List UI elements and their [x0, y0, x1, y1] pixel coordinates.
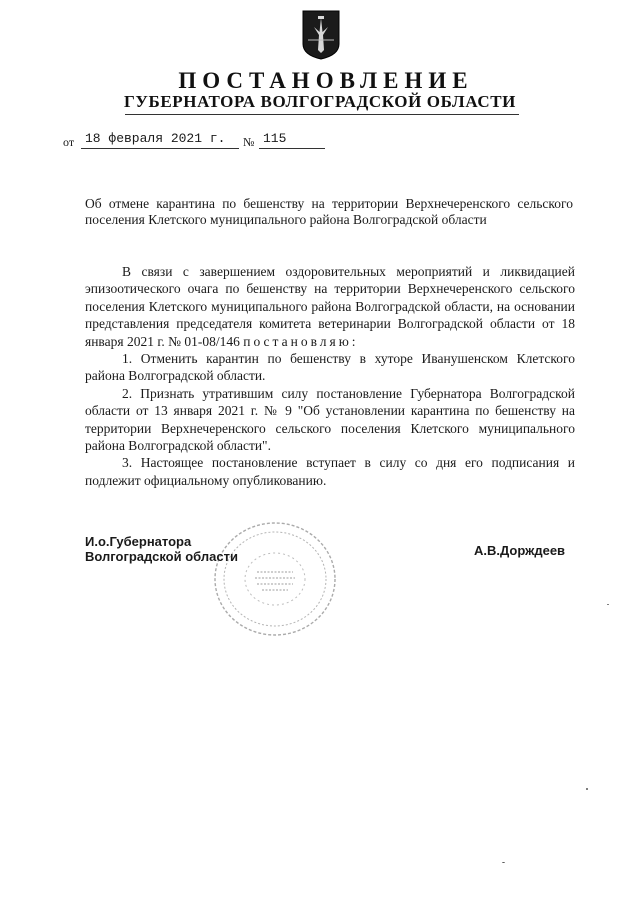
document-title: ПОСТАНОВЛЕНИЕ [178, 68, 474, 93]
document-subject: Об отмене карантина по бешенству на территории Верхнечеренского сельского поселения Клетского муниципального района Волгоградской области [85, 196, 573, 227]
date-label: от [63, 135, 75, 149]
scan-speck [607, 604, 609, 605]
scan-speck [586, 788, 588, 790]
coat-of-arms-icon [302, 10, 340, 60]
body-item: 1. Отменить карантин по бешенству в хуторе Иванушенском Клетского района Волгоградской области. [85, 351, 575, 384]
signatory-name: А.В.Дорждеев [474, 543, 566, 558]
title-underline [125, 114, 519, 115]
body-item: 2. Признать утратившим силу постановление Губернатора Волгоградской области от 13 января 2021 г. № 9 "Об установлении карантина по бешенству на территории Верхнечеренского сельского поселения Клетского муниципального района Волгоградской области". [85, 385, 575, 454]
date-value: 18 февраля 2021 г. [81, 132, 239, 149]
preamble-text: В связи с завершением оздоровительных мероприятий и ликвидацией эпизоотического очага по бешенству на территории Верхнечеренского сельского поселения Клетского муниципального района Волгоградской области, на основании представления председателя комитета ветеринарии Волгоградской области от 18 января 2021 г. № 01-08/146 [85, 264, 575, 349]
signatory-position-line1: И.о.Губернатора [85, 534, 192, 549]
signatory-position [85, 534, 238, 564]
number-label: № [243, 135, 255, 149]
number-value: 115 [259, 132, 325, 149]
body-preamble [85, 263, 575, 350]
body-item: 3. Настоящее постановление вступает в силу со дня его подписания и подлежит официальному опубликованию. [85, 455, 575, 488]
decree-word: постановляю: [243, 333, 359, 349]
scan-speck [502, 862, 505, 863]
document-body [85, 263, 575, 489]
document-subtitle: ГУБЕРНАТОРА ВОЛГОГРАДСКОЙ ОБЛАСТИ [124, 92, 516, 111]
signatory-position-line2: Волгоградской области [85, 549, 238, 564]
